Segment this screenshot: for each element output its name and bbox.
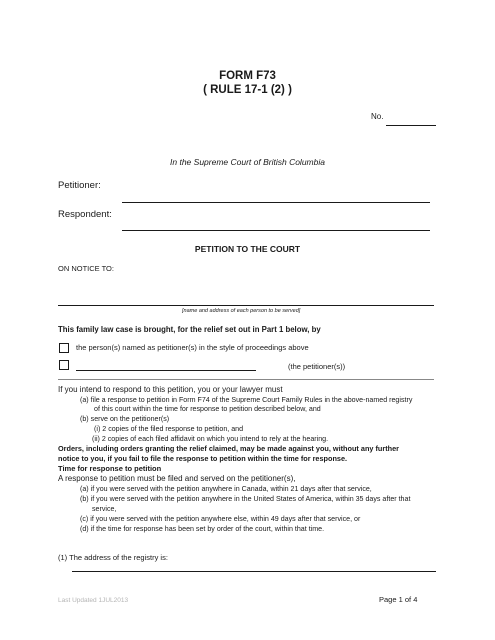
notice-line: [58, 305, 434, 306]
document-title: PETITION TO THE COURT: [194, 244, 301, 254]
respond-item-a-line1: (a) file a response to petition in Form F74 of the Supreme Court Family Rules in the above-named registry: [80, 396, 413, 404]
warning-line1: Orders, including orders granting the relief claimed, may be made against you, without any further: [58, 444, 399, 453]
registry-label: (1) The address of the registry is:: [58, 553, 168, 562]
notice-label: ON NOTICE TO:: [58, 264, 114, 273]
time-item-b-line2: service,: [92, 505, 117, 513]
respond-item-a-line2: of this court within the time for response to petition described below, and: [94, 405, 321, 413]
page-number: Page 1 of 4: [379, 595, 418, 604]
court-name: In the Supreme Court of British Columbia: [170, 157, 325, 167]
petitioner-line: [122, 202, 430, 203]
time-heading: Time for response to petition: [58, 464, 162, 473]
other-petitioner-option: (the petitioner(s)): [288, 362, 346, 371]
section-divider: [58, 379, 434, 380]
case-intro: This family law case is brought, for the relief set out in Part 1 below, by: [58, 325, 321, 334]
rule-reference: ( RULE 17-1 (2) ): [203, 84, 292, 96]
time-item-a: (a) if you were served with the petition anywhere in Canada, within 21 days after that service,: [80, 485, 372, 493]
petitioner-style-checkbox[interactable]: [59, 343, 69, 353]
other-petitioner-line: [76, 370, 256, 371]
respond-item-b-i: (i) 2 copies of the filed response to petition, and: [94, 425, 244, 433]
respond-item-b: (b) serve on the petitioner(s): [80, 415, 170, 423]
time-item-b-line1: (b) if you were served with the petition anywhere in the United States of America, within 35 days after that: [80, 495, 411, 503]
time-item-c: (c) if you were served with the petition anywhere else, within 49 days after that service, or: [80, 515, 361, 523]
registry-line: [72, 571, 436, 572]
respondent-line: [122, 230, 430, 231]
petitioner-style-option: the person(s) named as petitioner(s) in the style of proceedings above: [76, 343, 309, 352]
warning-line2: notice to you, if you fail to file the response to petition within the time for response.: [58, 454, 348, 463]
respond-item-b-ii: (ii) 2 copies of each filed affidavit on which you intend to rely at the hearing.: [92, 435, 329, 443]
respond-intro: If you intend to respond to this petition, you or your lawyer must: [58, 385, 283, 394]
file-number-line: [386, 125, 436, 126]
petitioner-label: Petitioner:: [58, 180, 101, 191]
respondent-label: Respondent:: [58, 209, 112, 220]
notice-caption: [name and address of each person to be served]: [182, 308, 301, 314]
form-title: FORM F73: [219, 70, 276, 82]
last-updated: Last Updated 1JUL2013: [58, 597, 129, 604]
other-petitioner-checkbox[interactable]: [59, 360, 69, 370]
file-number-label: No.: [371, 112, 384, 121]
time-intro: A response to petition must be filed and served on the petitioner(s),: [58, 474, 296, 483]
time-item-d: (d) if the time for response has been set by order of the court, within that time.: [80, 525, 325, 533]
